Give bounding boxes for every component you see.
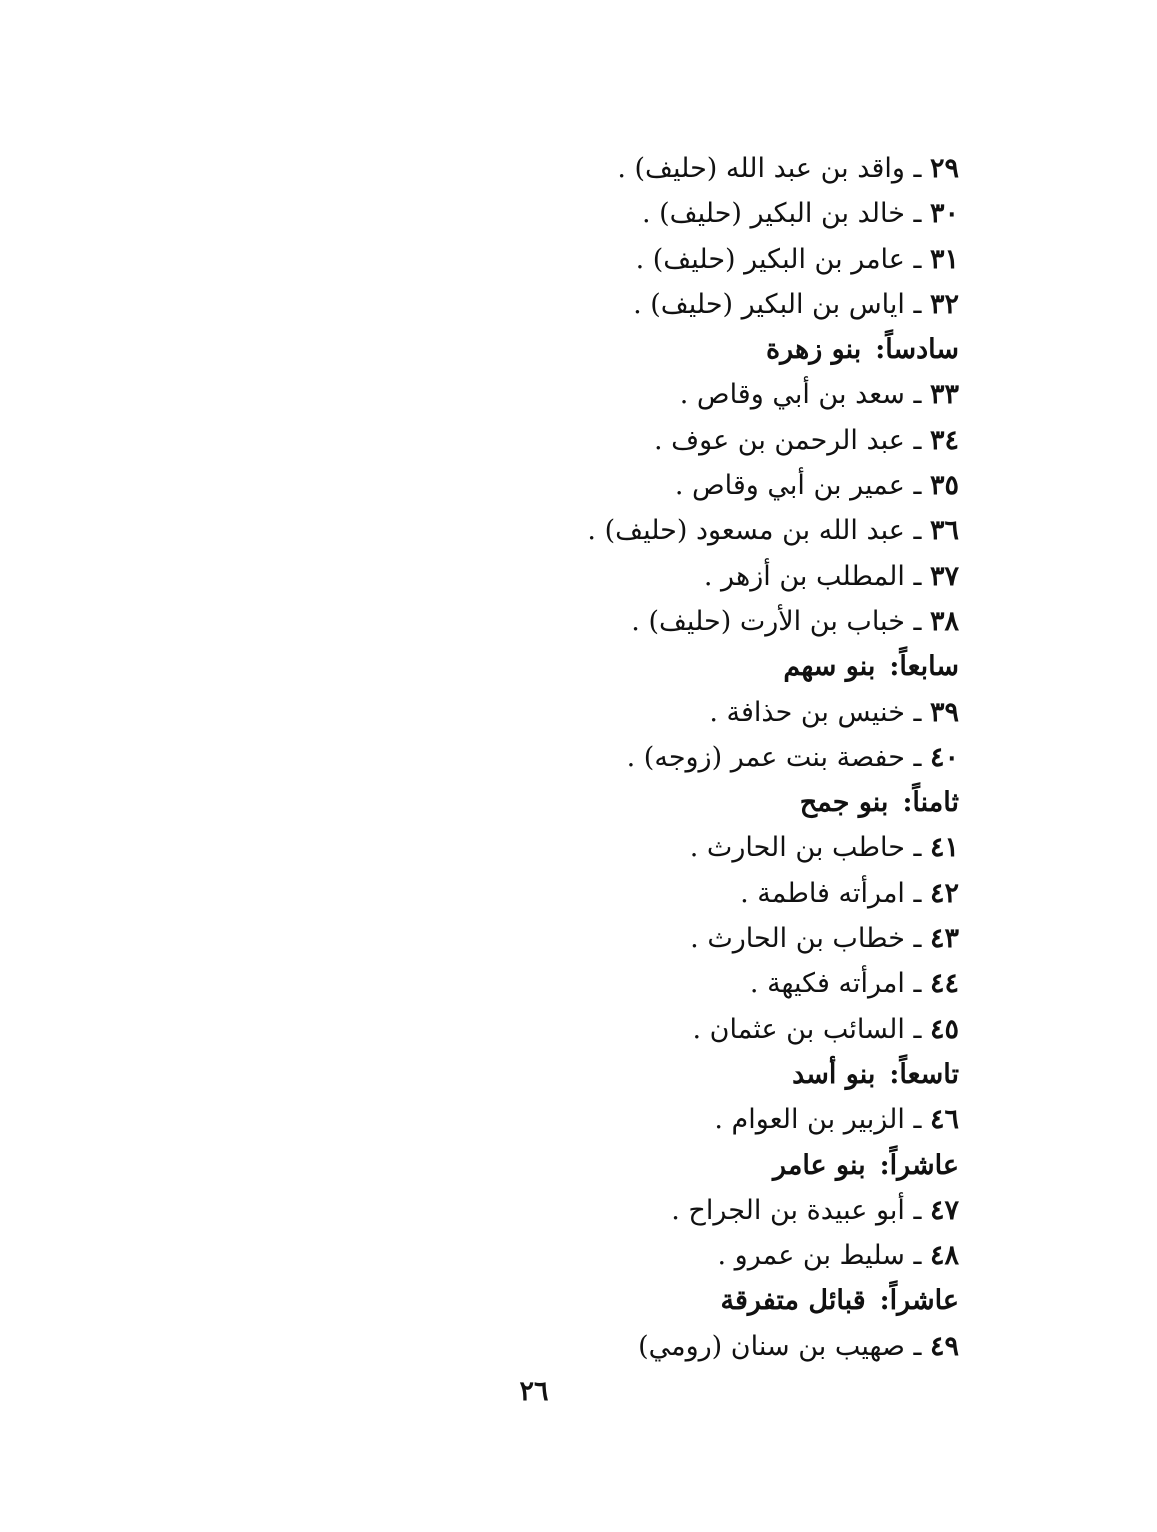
item-dash: ـ [904,560,930,592]
item-number: ٤٠ [929,741,959,773]
item-dash: ـ [904,605,930,637]
list-item [359,1007,959,1052]
section-heading-text: بنو جمح [799,787,889,819]
item-number: ٣٢ [929,288,959,320]
section-heading-label: سادساً: [875,334,959,366]
list-item [359,825,959,870]
list-item [359,372,959,417]
item-number: ٤٣ [929,923,959,955]
section-heading [359,644,959,689]
section-heading-text: بنو زهرة [765,334,862,366]
list-item [359,191,959,236]
item-dash: ـ [904,1013,930,1045]
list-item [359,690,959,735]
list-item [359,599,959,644]
item-text: عبد الرحمن بن عوف . [653,424,905,456]
item-text: واقد بن عبد الله (حليف) . [617,153,905,184]
section-heading-text: قبائل متفرقة [720,1285,866,1317]
section-heading-text: بنو سهم [783,651,876,683]
list-item [359,735,959,780]
item-number: ٣٠ [929,198,959,230]
section-heading-label: عاشراً: [879,1285,959,1317]
item-text: حفصة بنت عمر (زوجه) . [626,741,905,773]
item-text: أبو عبيدة بن الجراح . [671,1194,905,1226]
item-number: ٣١ [929,243,959,275]
item-number: ٣٣ [929,379,959,411]
item-number: ٣٩ [929,696,959,728]
section-heading [359,1143,959,1188]
item-dash: ـ [904,470,930,502]
list-item [359,1324,959,1369]
item-dash: ـ [904,1330,930,1362]
item-number: ٤٨ [929,1240,959,1272]
section-heading [359,780,959,825]
item-dash: ـ [904,1194,930,1226]
item-number: ٣٦ [929,515,959,547]
item-dash: ـ [904,424,930,456]
item-dash: ـ [904,198,930,230]
item-dash: ـ [904,153,930,184]
section-heading-text: بنو أسد [792,1058,876,1090]
list-item [359,554,959,599]
item-dash: ـ [904,1104,930,1136]
item-dash: ـ [904,696,930,728]
item-text: الزبير بن العوام . [714,1104,905,1136]
item-number: ٤٢ [929,877,959,909]
list-item [359,916,959,961]
item-text: حاطب بن الحارث . [689,832,905,864]
item-number: ٣٥ [929,470,959,502]
section-heading-label: عاشراً: [879,1149,959,1181]
item-dash: ـ [904,243,930,275]
list-item [359,1233,959,1278]
list-item [359,418,959,463]
list-item [359,1097,959,1142]
item-text: عمير بن أبي وقاص . [674,470,905,502]
item-number: ٢٩ [929,153,959,184]
list-item [359,463,959,508]
item-dash: ـ [904,379,930,411]
item-dash: ـ [904,832,930,864]
item-number: ٤٦ [929,1104,959,1136]
section-heading-label: تاسعاً: [889,1058,959,1090]
item-text: عبد الله بن مسعود (حليف) . [587,515,905,547]
item-number: ٤٧ [929,1194,959,1226]
item-text: صهيب بن سنان (رومي) [638,1330,905,1362]
item-text: اياس بن البكير (حليف) . [633,288,905,320]
item-text: خطاب بن الحارث . [690,923,905,955]
item-text: امرأته فاطمة . [740,877,905,909]
item-number: ٤١ [929,832,959,864]
item-dash: ـ [904,288,930,320]
list-item [359,871,959,916]
item-text: خالد بن البكير (حليف) . [641,198,905,230]
item-number: ٣٧ [929,560,959,592]
item-dash: ـ [904,968,930,1000]
item-dash: ـ [904,515,930,547]
item-number: ٣٤ [929,424,959,456]
item-text: عامر بن البكير (حليف) . [635,243,905,275]
item-number: ٣٨ [929,605,959,637]
section-heading-label: سابعاً: [889,651,959,683]
item-text: السائب بن عثمان . [692,1013,905,1045]
list-item [359,961,959,1006]
item-text: سعد بن أبي وقاص . [679,379,905,411]
item-dash: ـ [904,923,930,955]
item-text: سليط بن عمرو . [717,1240,905,1272]
section-heading [359,1052,959,1097]
item-text: خنيس بن حذافة . [709,696,905,728]
section-heading-text: بنو عامر [772,1149,866,1181]
item-text: خباب بن الأرت (حليف) . [631,605,905,637]
item-text: امرأته فكيهة . [749,968,905,1000]
list-item [359,282,959,327]
section-heading-label: ثامناً: [902,787,959,819]
item-dash: ـ [904,1240,930,1272]
item-dash: ـ [904,741,930,773]
item-dash: ـ [904,877,930,909]
item-number: ٤٤ [929,968,959,1000]
page-number: ٢٦ [519,1376,549,1407]
list-item [359,1188,959,1233]
section-heading [359,1278,959,1323]
entry-list [359,146,959,1369]
list-item [359,508,959,553]
item-number: ٤٥ [929,1013,959,1045]
section-heading [359,327,959,372]
item-text: المطلب بن أزهر . [703,560,905,592]
list-item [359,146,959,191]
list-item [359,237,959,282]
item-number: ٤٩ [929,1330,959,1362]
